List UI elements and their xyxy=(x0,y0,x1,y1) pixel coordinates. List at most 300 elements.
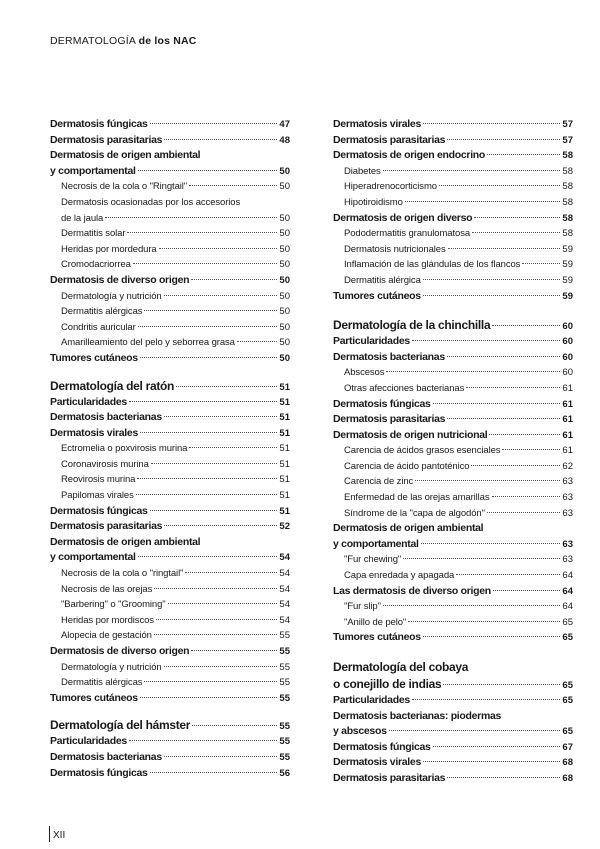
toc-subsection[interactable] xyxy=(50,211,290,227)
toc-entry-page: 61 xyxy=(562,414,573,426)
toc-section[interactable] xyxy=(50,644,290,660)
toc-entry-title: Inflamación de las glándulas de los flancos xyxy=(344,259,521,271)
toc-entry-page: 51 xyxy=(279,458,290,470)
toc-entry-page: 55 xyxy=(279,646,290,657)
toc-subsection[interactable] xyxy=(50,242,290,258)
toc-section[interactable] xyxy=(333,412,573,428)
toc-entry-page: 65 xyxy=(562,632,573,644)
toc-chapter[interactable] xyxy=(333,659,573,676)
toc-entry-title: Dermatosis de origen ambiental xyxy=(333,522,484,535)
toc-entry-title: Dermatología del hámster xyxy=(50,718,191,733)
toc-entry-title: Particularidades xyxy=(333,694,410,706)
toc-entry-title: Dermatosis bacterianas xyxy=(333,350,445,363)
toc-entry-page: 64 xyxy=(562,570,573,582)
toc-entry-title: Reovirosis murina xyxy=(61,474,136,486)
toc-entry-page: 59 xyxy=(562,259,573,271)
toc-entry-page: 55 xyxy=(279,677,290,689)
toc-section[interactable] xyxy=(50,395,290,411)
toc-section[interactable] xyxy=(50,273,290,289)
toc-entry-title: Dermatosis de origen endocrino xyxy=(333,149,486,162)
dot-leader xyxy=(447,139,560,140)
toc-subsection[interactable] xyxy=(50,226,290,242)
dot-leader xyxy=(154,634,278,635)
dot-leader xyxy=(191,279,277,280)
toc-subsection[interactable] xyxy=(333,615,573,631)
toc-subsection[interactable] xyxy=(50,675,290,691)
toc-subsection[interactable] xyxy=(333,242,573,258)
toc-entry-page: 50 xyxy=(279,259,290,271)
toc-entry-title: Heridas por mordedura xyxy=(61,243,157,255)
toc-entry-title: Dermatosis de diverso origen xyxy=(50,645,190,657)
toc-entry-title: y comportamental xyxy=(50,164,136,177)
toc-entry-title: Las dermatosis de diverso origen xyxy=(333,584,491,597)
dot-leader xyxy=(164,525,277,526)
dot-leader xyxy=(133,263,278,264)
toc-entry-page: 51 xyxy=(279,443,290,455)
toc-section[interactable] xyxy=(333,771,573,787)
dot-leader xyxy=(474,217,560,218)
dot-leader xyxy=(447,356,561,357)
dot-leader xyxy=(192,725,277,726)
toc-section[interactable] xyxy=(333,350,573,366)
toc-entry-page: 51 xyxy=(279,490,290,502)
dot-leader xyxy=(412,340,561,341)
toc-entry-title: Necrosis de la cola o "Ringtail" xyxy=(61,181,188,193)
toc-section[interactable] xyxy=(50,550,290,566)
dot-leader xyxy=(471,465,560,466)
toc-entry-page: 54 xyxy=(279,614,290,626)
toc-subsection[interactable] xyxy=(50,566,290,582)
toc-entry-title: Dermatología de la chinchilla xyxy=(333,318,491,333)
dot-leader xyxy=(405,201,561,202)
toc-section[interactable] xyxy=(50,410,290,426)
dot-leader xyxy=(140,357,278,358)
toc-subsection[interactable] xyxy=(333,568,573,584)
toc-entry-page: 59 xyxy=(562,243,573,255)
toc-entry-page: 55 xyxy=(279,630,290,642)
toc-entry-page: 52 xyxy=(279,521,290,533)
toc-section[interactable] xyxy=(333,521,573,537)
toc-subsection[interactable] xyxy=(333,474,573,490)
toc-entry-page: 67 xyxy=(562,741,573,753)
dot-leader xyxy=(487,154,560,155)
toc-subsection[interactable] xyxy=(50,335,290,351)
toc-subsection[interactable] xyxy=(50,304,290,320)
dot-leader xyxy=(185,572,277,573)
toc-entry-page: 54 xyxy=(279,599,290,611)
toc-entry-title: Pododermatitis granulomatosa xyxy=(344,228,471,240)
dot-leader xyxy=(492,496,561,497)
toc-entry-title: Dermatosis de diverso origen xyxy=(50,273,190,286)
toc-entry-page: 50 xyxy=(279,165,290,177)
toc-entry-page: 50 xyxy=(279,290,290,302)
toc-entry-page: 57 xyxy=(562,134,573,146)
toc-entry-page: 51 xyxy=(279,412,290,424)
dot-leader xyxy=(386,371,560,372)
toc-section[interactable] xyxy=(50,535,290,551)
toc-entry-title: Dermatosis fúngicas xyxy=(50,766,148,779)
toc-section[interactable] xyxy=(333,740,573,756)
toc-entry-title: Diabetes xyxy=(344,165,381,177)
toc-entry-title: Condritis auricular xyxy=(61,321,136,333)
toc-section[interactable] xyxy=(333,397,573,413)
dot-leader xyxy=(412,699,561,700)
toc-entry-title: Dermatosis fúngicas xyxy=(50,504,148,517)
header-title: DERMATOLOGÍA xyxy=(50,35,136,47)
toc-subsection[interactable] xyxy=(50,597,290,613)
toc-subsection[interactable] xyxy=(333,443,573,459)
toc-entry-page: 51 xyxy=(279,427,290,439)
dot-leader xyxy=(408,621,560,622)
toc-entry-title: Dermatosis parasitarias xyxy=(333,413,446,426)
page-number: XII xyxy=(53,830,66,841)
toc-entry-title: Dermatosis fúngicas xyxy=(333,397,431,410)
toc-section[interactable] xyxy=(50,691,290,707)
toc-section[interactable] xyxy=(50,519,290,535)
toc-entry-page: 50 xyxy=(279,228,290,240)
toc-subsection[interactable] xyxy=(333,365,573,381)
dot-leader xyxy=(489,434,560,435)
toc-entry-title: de la jaula xyxy=(61,212,104,224)
dot-leader xyxy=(136,494,278,495)
toc-entry-title: Dermatitis alérgicas xyxy=(61,677,143,689)
dot-leader xyxy=(439,185,560,186)
toc-entry-page: 51 xyxy=(279,474,290,486)
toc-entry-page: 64 xyxy=(562,585,573,597)
toc-section[interactable] xyxy=(50,426,290,442)
dot-leader xyxy=(127,232,277,233)
toc-subsection[interactable] xyxy=(333,490,573,506)
toc-entry-title: Dermatosis parasitarias xyxy=(50,133,163,146)
dot-leader xyxy=(140,697,278,698)
toc-entry-page: 57 xyxy=(562,119,573,130)
toc-entry-title: Dermatitis solar xyxy=(61,228,126,240)
toc-entry-page: 61 xyxy=(562,382,573,394)
toc-entry-title: Dermatología y nutrición xyxy=(61,661,162,673)
toc-entry-title: Hipotiroidismo xyxy=(344,196,403,208)
dot-leader xyxy=(433,746,561,747)
toc-entry-page: 47 xyxy=(279,119,290,130)
dot-leader xyxy=(403,558,560,559)
toc-entry-title: Dermatosis parasitarias xyxy=(333,771,446,784)
toc-section[interactable] xyxy=(333,709,573,725)
toc-section[interactable] xyxy=(50,734,290,750)
dot-leader xyxy=(138,556,278,557)
toc-section[interactable] xyxy=(50,766,290,782)
toc-subsection[interactable] xyxy=(333,381,573,397)
toc-entry-page: 50 xyxy=(279,274,290,286)
toc-entry-title: Necrosis de la cola o "ringtail" xyxy=(61,568,184,580)
toc-entry-title: Dermatitis alérgicas xyxy=(61,306,143,318)
toc-chapter[interactable] xyxy=(333,676,573,693)
toc-entry-title: Dermatosis fúngicas xyxy=(50,118,148,130)
dot-leader xyxy=(138,170,278,171)
toc-subsection[interactable] xyxy=(50,613,290,629)
toc-section[interactable] xyxy=(333,693,573,709)
dot-leader xyxy=(389,730,561,731)
toc-entry-title: Dermatosis bacterianas: piodermas xyxy=(333,709,502,722)
toc-entry-page: 63 xyxy=(562,476,573,488)
toc-entry-page: 60 xyxy=(562,367,573,379)
toc-section[interactable] xyxy=(333,117,573,133)
dot-leader xyxy=(493,590,561,591)
toc-entry-page: 48 xyxy=(279,134,290,146)
section-gap xyxy=(333,304,573,317)
toc-section[interactable] xyxy=(333,724,573,740)
dot-leader xyxy=(423,295,561,296)
toc-section[interactable] xyxy=(333,584,573,600)
dot-leader xyxy=(164,666,278,667)
toc-entry-page: 65 xyxy=(562,616,573,628)
toc-entry-title: Tumores cutáneos xyxy=(50,351,138,364)
dot-leader xyxy=(448,248,561,249)
toc-entry-page: 54 xyxy=(279,568,290,580)
toc-section[interactable] xyxy=(50,164,290,180)
dot-leader xyxy=(164,416,278,417)
dot-leader xyxy=(383,170,561,171)
dot-leader xyxy=(456,574,560,575)
dot-leader xyxy=(502,449,560,450)
toc-section[interactable] xyxy=(50,133,290,149)
toc-subsection[interactable] xyxy=(50,179,290,195)
dot-leader xyxy=(138,326,278,327)
toc-section[interactable] xyxy=(333,630,573,646)
dot-leader xyxy=(423,761,560,762)
toc-entry-title: y comportamental xyxy=(50,551,136,564)
toc-entry-title: Tumores cutáneos xyxy=(50,691,138,704)
toc-entry-page: 60 xyxy=(562,351,573,363)
dot-leader xyxy=(164,756,278,757)
toc-subsection[interactable] xyxy=(333,599,573,615)
toc-chapter[interactable] xyxy=(50,717,290,734)
toc-entry-page: 68 xyxy=(562,772,573,784)
toc-section[interactable] xyxy=(333,755,573,771)
toc-subsection[interactable] xyxy=(50,488,290,504)
toc-entry-title: Dermatosis virales xyxy=(333,118,421,130)
toc-section[interactable] xyxy=(333,133,573,149)
toc-section[interactable] xyxy=(333,148,573,164)
toc-entry-page: 68 xyxy=(562,757,573,769)
toc-entry-page: 65 xyxy=(562,680,573,691)
toc-section[interactable] xyxy=(50,351,290,367)
toc-entry-page: 50 xyxy=(279,212,290,224)
dot-leader xyxy=(151,463,278,464)
footer-rule xyxy=(49,826,50,842)
toc-subsection[interactable] xyxy=(333,273,573,289)
toc-subsection[interactable] xyxy=(333,552,573,568)
toc-entry-title: Dermatosis nutricionales xyxy=(344,243,446,255)
toc-entry-page: 63 xyxy=(562,538,573,550)
dot-leader xyxy=(129,740,278,741)
toc-entry-page: 54 xyxy=(279,552,290,564)
toc-entry-page: 62 xyxy=(562,460,573,472)
running-header xyxy=(50,35,197,47)
toc-entry-page: 51 xyxy=(279,381,290,393)
toc-entry-page: 55 xyxy=(279,751,290,763)
toc-section[interactable] xyxy=(50,117,290,133)
section-gap xyxy=(333,646,573,659)
toc-entry-page: 55 xyxy=(279,661,290,673)
dot-leader xyxy=(522,263,560,264)
dot-leader xyxy=(191,650,277,651)
toc-entry-page: 55 xyxy=(279,736,290,748)
toc-entry-title: Dermatosis de origen ambiental xyxy=(50,149,201,162)
toc-entry-title: "Anillo de pelo" xyxy=(344,616,407,628)
toc-entry-page: 58 xyxy=(562,196,573,208)
toc-section[interactable] xyxy=(333,428,573,444)
toc-entry-page: 60 xyxy=(562,321,573,333)
toc-entry-title: y comportamental xyxy=(333,537,419,550)
dot-leader xyxy=(383,605,561,606)
toc-entry-page: 59 xyxy=(562,290,573,302)
dot-leader xyxy=(237,341,278,342)
dot-leader xyxy=(189,447,277,448)
dot-leader xyxy=(150,510,278,511)
toc-subsection[interactable] xyxy=(50,195,290,211)
toc-entry-page: 58 xyxy=(562,181,573,193)
toc-entry-title: Capa enredada y apagada xyxy=(344,570,455,582)
toc-subsection[interactable] xyxy=(333,226,573,242)
dot-leader xyxy=(433,403,561,404)
dot-leader xyxy=(168,603,278,604)
toc-section[interactable] xyxy=(333,211,573,227)
toc-subsection[interactable] xyxy=(50,441,290,457)
toc-subsection[interactable] xyxy=(50,320,290,336)
toc-right-column xyxy=(333,117,573,787)
dot-leader xyxy=(137,478,277,479)
toc-entry-page: 51 xyxy=(279,505,290,517)
toc-left-column xyxy=(50,117,290,781)
toc-entry-page: 56 xyxy=(279,767,290,779)
toc-entry-title: Hiperadrenocorticismo xyxy=(344,181,437,193)
toc-subsection[interactable] xyxy=(50,289,290,305)
toc-subsection[interactable] xyxy=(333,506,573,522)
toc-section[interactable] xyxy=(50,148,290,164)
toc-entry-title: Heridas por mordiscos xyxy=(61,614,154,626)
toc-entry-title: Dermatosis parasitarias xyxy=(50,520,163,533)
toc-subsection[interactable] xyxy=(50,660,290,676)
toc-entry-page: 58 xyxy=(562,212,573,224)
toc-entry-page: 54 xyxy=(279,583,290,595)
page-footer xyxy=(49,826,65,842)
toc-entry-title: Dermatología del cobaya xyxy=(333,660,469,674)
toc-entry-title: Dermatosis bacterianas xyxy=(50,750,162,763)
toc-entry-page: 55 xyxy=(279,721,290,733)
dot-leader xyxy=(144,681,277,682)
toc-entry-page: 50 xyxy=(279,243,290,255)
toc-subsection[interactable] xyxy=(333,459,573,475)
toc-entry-title: Carencia de ácidos grasos esenciales xyxy=(344,445,501,457)
dot-leader xyxy=(164,295,278,296)
toc-entry-title: Dermatosis bacterianas xyxy=(50,411,162,424)
toc-entry-title: Dermatosis virales xyxy=(50,426,138,439)
toc-entry-title: Papilomas virales xyxy=(61,490,134,502)
toc-section[interactable] xyxy=(333,334,573,350)
dot-leader xyxy=(421,543,561,544)
toc-entry-page: 50 xyxy=(279,337,290,349)
toc-entry-title: Alopecia de gestación xyxy=(61,630,152,642)
section-gap xyxy=(50,367,290,378)
toc-entry-title: Síndrome de la "capa de algodón" xyxy=(344,507,485,519)
dot-leader xyxy=(150,123,278,124)
toc-entry-title: Abscesos xyxy=(344,367,385,379)
toc-entry-title: Ectromelia o poxvirosis murina xyxy=(61,443,188,455)
dot-leader xyxy=(189,185,277,186)
toc-section[interactable] xyxy=(50,750,290,766)
toc-subsection[interactable] xyxy=(333,164,573,180)
toc-entry-page: 64 xyxy=(562,601,573,613)
toc-entry-title: Coronavirosis murina xyxy=(61,458,149,470)
toc-chapter[interactable] xyxy=(333,317,573,334)
toc-entry-title: Carencia de zinc xyxy=(344,476,414,488)
toc-chapter[interactable] xyxy=(50,378,290,395)
toc-entry-page: 51 xyxy=(279,396,290,408)
dot-leader xyxy=(447,777,560,778)
toc-entry-title: "Fur slip" xyxy=(344,601,381,613)
toc-subsection[interactable] xyxy=(333,257,573,273)
dot-leader xyxy=(150,772,278,773)
toc-entry-page: 63 xyxy=(562,507,573,519)
toc-entry-title: Tumores cutáneos xyxy=(333,631,421,644)
section-gap xyxy=(50,706,290,717)
toc-entry-title: Enfermedad de las orejas amarillas xyxy=(344,492,490,504)
toc-entry-title: Dermatología y nutrición xyxy=(61,290,162,302)
toc-subsection[interactable] xyxy=(50,457,290,473)
toc-subsection[interactable] xyxy=(50,582,290,598)
toc-entry-page: 61 xyxy=(562,398,573,410)
toc-section[interactable] xyxy=(333,289,573,305)
toc-entry-title: Amarilleamiento del pelo y seborrea grasa xyxy=(61,337,235,349)
dot-leader xyxy=(156,619,277,620)
dot-leader xyxy=(443,684,560,685)
toc-entry-title: Dermatosis parasitarias xyxy=(333,133,446,146)
toc-entry-title: Cromodacriorrea xyxy=(61,259,131,271)
toc-section[interactable] xyxy=(333,537,573,553)
dot-leader xyxy=(492,325,560,326)
toc-entry-title: Dermatosis de origen nutricional xyxy=(333,428,488,441)
toc-entry-page: 65 xyxy=(562,726,573,738)
toc-entry-page: 50 xyxy=(279,352,290,364)
toc-entry-title: Dermatitis alérgica xyxy=(344,274,421,286)
toc-entry-title: Particularidades xyxy=(50,395,127,408)
toc-entry-title: Carencia de ácido pantoténico xyxy=(344,460,470,472)
dot-leader xyxy=(144,310,277,311)
toc-entry-page: 58 xyxy=(562,150,573,162)
toc-entry-title: Dermatosis de origen ambiental xyxy=(50,535,201,548)
dot-leader xyxy=(423,123,560,124)
toc-entry-page: 58 xyxy=(562,165,573,177)
dot-leader xyxy=(487,512,561,513)
dot-leader xyxy=(105,217,277,218)
toc-subsection[interactable] xyxy=(50,472,290,488)
toc-entry-page: 63 xyxy=(562,492,573,504)
toc-section[interactable] xyxy=(50,504,290,520)
toc-entry-title: o conejillo de indias xyxy=(333,677,442,691)
dot-leader xyxy=(466,387,560,388)
toc-subsection[interactable] xyxy=(50,257,290,273)
toc-subsection[interactable] xyxy=(333,195,573,211)
toc-entry-title: "Barbering" o "Grooming" xyxy=(61,599,166,611)
toc-entry-page: 61 xyxy=(562,445,573,457)
toc-subsection[interactable] xyxy=(50,628,290,644)
toc-entry-page: 60 xyxy=(562,336,573,348)
toc-entry-title: Dermatosis de origen diverso xyxy=(333,211,473,224)
dot-leader xyxy=(423,279,561,280)
toc-entry-title: Particularidades xyxy=(50,735,127,748)
dot-leader xyxy=(129,401,278,402)
toc-subsection[interactable] xyxy=(333,179,573,195)
dot-leader xyxy=(176,386,277,387)
